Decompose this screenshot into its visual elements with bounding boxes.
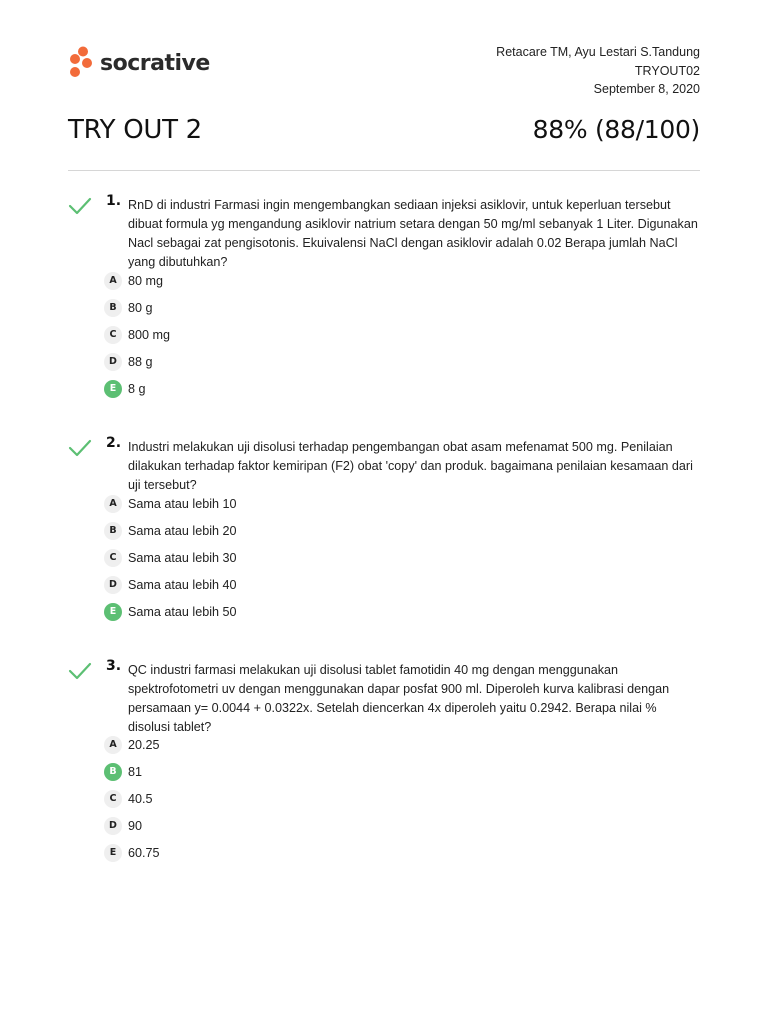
answer-option xyxy=(104,294,700,321)
option-letter-correct: E xyxy=(104,603,122,621)
option-letter: C xyxy=(104,790,122,808)
question-text: RnD di industri Farmasi ingin mengembangkan sediaan injeksi asiklovir, untuk keperluan tersebut dibuat formula yg mengandung asiklovir natrium setara dengan 50 mg/ml sebanyak 1 Liter. Digunakan Nacl sebagai zat pengisotonis. Ekuivalensi NaCl dengan asiklovir adalah 0.02 Berapa jumlah NaCl yang dibutuhkan? xyxy=(128,198,698,269)
question-text: Industri melakukan uji disolusi terhadap pengembangan obat asam mefenamat 500 mg. Penilaian dilakukan terhadap faktor kemiripan (F2) obat 'copy' dan produk. bagaimana penilaian kesamaan dari uji tersebut? xyxy=(128,440,693,492)
option-letter: E xyxy=(104,844,122,862)
option-text: 800 mg xyxy=(128,327,171,342)
option-text: 88 g xyxy=(128,354,153,369)
answer-option xyxy=(104,267,700,294)
option-text: 20.25 xyxy=(128,737,160,752)
option-text: Sama atau lebih 30 xyxy=(128,550,237,565)
option-letter: A xyxy=(104,272,122,290)
score-value: 88% (88/100) xyxy=(532,115,700,144)
answer-option xyxy=(104,812,700,839)
option-letter: D xyxy=(104,817,122,835)
option-letter: A xyxy=(104,736,122,754)
answer-option xyxy=(104,348,700,375)
answer-option-correct xyxy=(104,375,700,402)
report-date: September 8, 2020 xyxy=(593,82,700,96)
answer-option xyxy=(104,321,700,348)
option-text: 90 xyxy=(128,818,143,833)
check-icon xyxy=(68,661,92,681)
option-letter: B xyxy=(104,522,122,540)
answer-option xyxy=(104,517,700,544)
option-text: 60.75 xyxy=(128,845,160,860)
answer-option xyxy=(104,785,700,812)
option-text: Sama atau lebih 50 xyxy=(128,604,237,619)
answer-options xyxy=(104,490,700,625)
option-letter: D xyxy=(104,353,122,371)
option-letter: C xyxy=(104,326,122,344)
question-number: 2. xyxy=(106,435,122,451)
answer-option xyxy=(104,731,700,758)
answer-option xyxy=(104,571,700,598)
option-text: 80 mg xyxy=(128,273,164,288)
answer-option xyxy=(104,544,700,571)
option-text: Sama atau lebih 10 xyxy=(128,496,237,511)
option-letter: A xyxy=(104,495,122,513)
socrative-logo-icon xyxy=(68,46,94,80)
option-text: 40.5 xyxy=(128,791,153,806)
answer-options xyxy=(104,267,700,402)
question-number: 1. xyxy=(106,193,122,209)
question-text: QC industri farmasi melakukan uji disolusi tablet famotidin 40 mg dengan menggunakan spektrofotometri uv dengan menggunakan dapar posfat 900 ml. Diperoleh kurva kalibrasi dengan persamaan y= 0.0044 + 0.0322x. Setelah diencerkan 4x diperoleh yaitu 0.2942. Berapa nilai % disolusi tablet? xyxy=(128,663,670,734)
option-text: 81 xyxy=(128,764,143,779)
option-text: 8 g xyxy=(128,381,146,396)
answer-option-correct xyxy=(104,598,700,625)
option-text: 80 g xyxy=(128,300,153,315)
option-text: Sama atau lebih 40 xyxy=(128,577,237,592)
option-letter-correct: B xyxy=(104,763,122,781)
socrative-logo xyxy=(68,46,210,80)
question-number: 3. xyxy=(106,658,122,674)
quiz-code: TRYOUT02 xyxy=(634,63,700,78)
check-icon xyxy=(68,196,92,216)
option-letter: B xyxy=(104,299,122,317)
option-text: Sama atau lebih 20 xyxy=(128,523,237,538)
option-letter-correct: E xyxy=(104,380,122,398)
page-title: TRY OUT 2 xyxy=(68,115,202,145)
answer-option xyxy=(104,839,700,866)
option-letter: D xyxy=(104,576,122,594)
title-row xyxy=(68,115,700,155)
author-name: Retacare TM, Ayu Lestari S.Tandung xyxy=(496,45,700,59)
brand-name: socrative xyxy=(100,50,210,76)
report-header xyxy=(68,40,700,100)
answer-option-correct xyxy=(104,758,700,785)
report-meta xyxy=(496,43,700,99)
answer-option xyxy=(104,490,700,517)
check-icon xyxy=(68,438,92,458)
header-divider xyxy=(68,170,700,171)
option-letter: C xyxy=(104,549,122,567)
answer-options xyxy=(104,731,700,866)
